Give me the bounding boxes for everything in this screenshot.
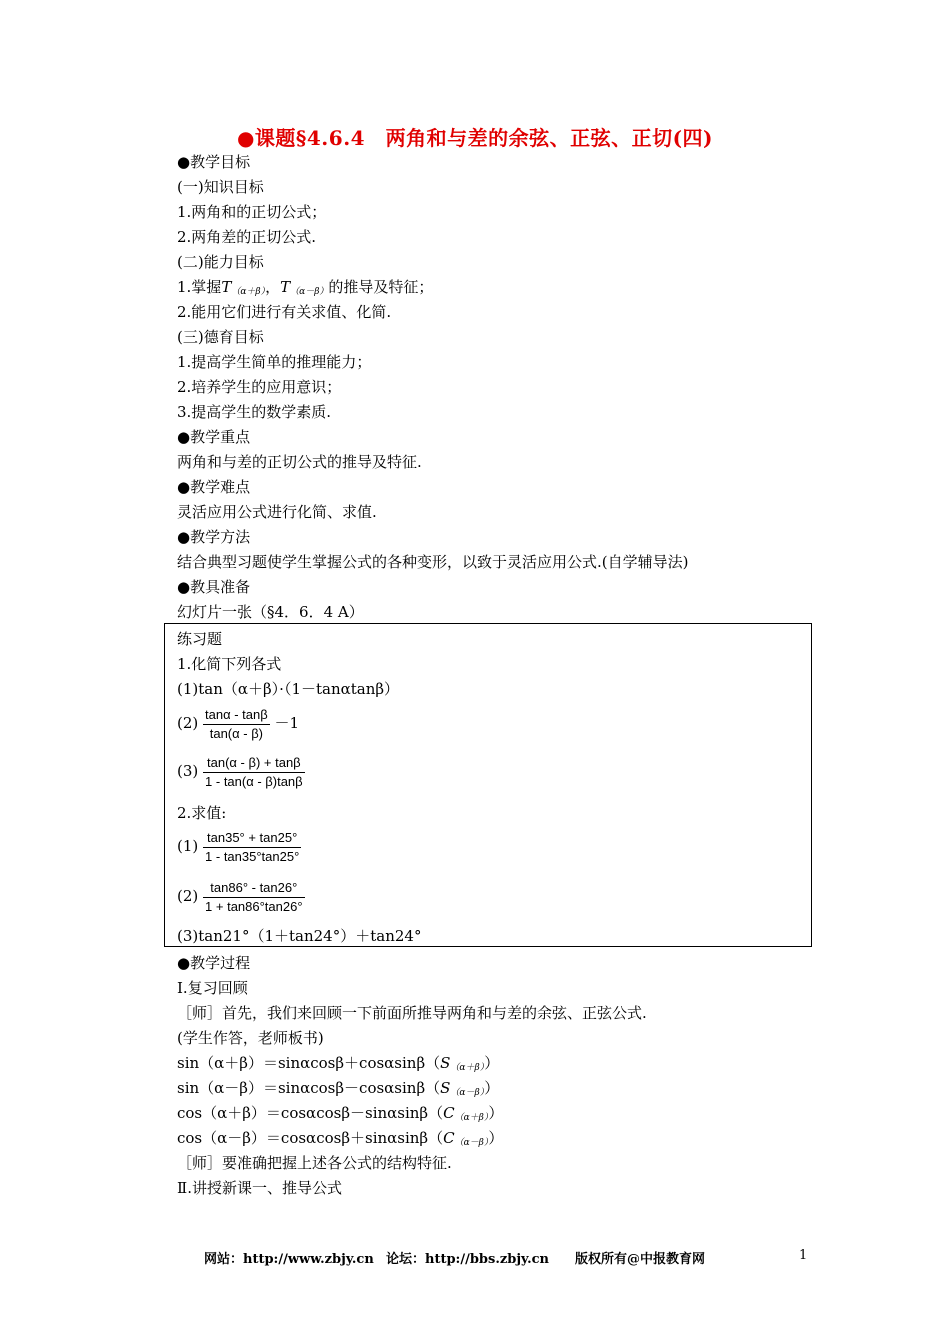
students-note: (学生作答，老师板书) [177,1029,324,1047]
ability-heading: (二)能力目标 [177,253,264,271]
knowledge-heading: (一)知识目标 [177,178,264,196]
difficulty-text: 灵活应用公式进行化简、求值. [177,503,377,521]
fraction [203,880,305,915]
fraction [203,830,301,865]
exercise-heading: 练习题 [177,630,223,648]
teacher-line-2: ［师］要准确把握上述各公式的结构特征. [177,1154,452,1172]
separator: ， [265,278,281,296]
fraction [203,755,305,790]
method-text: 结合典型习题使学生掌握公式的各种变形，以致于灵活应用公式.(自学辅导法) [177,553,689,571]
denominator: 1 - tan(α - β)tanβ [205,773,303,789]
t-symbol: T [221,278,232,296]
t-symbol: T [280,278,291,296]
knowledge-item-1: 1.两角和的正切公式； [177,203,327,221]
ability-item-1 [177,277,433,302]
formula-name: C [443,1104,455,1122]
tools-text: 幻灯片一张（§4．6．4 A） [177,603,364,621]
denominator: 1 + tan86°tan26° [205,898,303,914]
formula-cos-diff [177,1128,503,1153]
formula-body: cos（α－β）＝cosαcosβ＋sinαsinβ（ [177,1129,444,1147]
formula-close: ） [488,1129,504,1147]
moral-item-1: 1.提高学生简单的推理能力； [177,353,372,371]
difficulty-heading: ● 教学难点 [177,477,250,497]
fraction [203,707,270,742]
formula-close: ） [488,1104,504,1122]
numerator: tanα - tanβ [203,707,270,725]
ability-item-1-post: 的推导及特征； [328,278,434,296]
q1-3-label: (3) [177,762,199,780]
page-number: 1 [799,1248,808,1263]
formula-sin-sum [177,1053,499,1078]
q1-2-tail: －1 [274,714,300,732]
numerator: tan86° - tan26° [203,880,305,898]
moral-item-3: 3.提高学生的数学素质. [177,403,332,421]
t-subscript: （α＋β） [231,287,266,297]
formula-subscript: （α－β） [450,1088,485,1098]
exercise-q1-1: (1)tan（α＋β）·（1－tanαtanβ） [177,680,400,698]
footer-forum[interactable]: 论坛：http://bbs.zbjy.cn [386,1252,550,1267]
ability-item-1-pre: 1.掌握 [177,278,222,296]
exercise-q2-2 [177,876,305,916]
tools-heading: ● 教具准备 [177,577,250,597]
formula-body: sin（α＋β）＝sinαcosβ＋cosαsinβ（ [177,1054,441,1072]
formula-subscript: （α＋β） [454,1113,489,1123]
formula-close: ） [484,1054,500,1072]
denominator: 1 - tan35°tan25° [205,848,300,864]
numerator: tan35° + tan25° [203,830,301,848]
q2-2-label: (2) [177,887,199,905]
q1-2-label: (2) [177,714,199,732]
exercise-q2-3: (3)tan21°（1＋tan24°）＋tan24° [177,927,422,945]
moral-item-2: 2.培养学生的应用意识； [177,378,342,396]
objectives-heading: ● 教学目标 [177,152,250,172]
formula-close: ） [484,1079,500,1097]
t-subscript: （α－β） [290,287,329,297]
section-new-lesson: Ⅱ.讲授新课一、推导公式 [177,1179,342,1197]
ability-item-2: 2.能用它们进行有关求值、化简. [177,303,392,321]
exercise-q1: 1.化简下列各式 [177,655,282,673]
key-point-text: 两角和与差的正切公式的推导及特征. [177,453,422,471]
knowledge-item-2: 2.两角差的正切公式. [177,228,317,246]
numerator: tan(α - β) + tanβ [203,755,305,773]
formula-name: C [443,1129,455,1147]
exercise-q1-3 [177,751,305,791]
denominator: tan(α - β) [209,725,264,741]
method-heading: ● 教学方法 [177,527,250,547]
formula-cos-sum [177,1103,503,1128]
formula-body: cos（α＋β）＝cosαcosβ－sinαsinβ（ [177,1104,444,1122]
q2-1-label: (1) [177,837,199,855]
formula-name: S [440,1054,451,1072]
teacher-line-1: ［师］首先，我们来回顾一下前面所推导两角和与差的余弦、正弦公式. [177,1004,647,1022]
moral-heading: (三)德育目标 [177,328,264,346]
section-review: Ⅰ.复习回顾 [177,979,248,997]
formula-name: S [440,1079,451,1097]
formula-body: sin（α－β）＝sinαcosβ－cosαsinβ（ [177,1079,441,1097]
key-point-heading: ● 教学重点 [177,427,250,447]
footer-copyright: 版权所有@中报教育网 [575,1252,706,1267]
exercise-q2-1 [177,826,301,866]
exercise-q1-2 [177,703,299,743]
formula-subscript: （α－β） [454,1138,489,1148]
formula-subscript: （α＋β） [450,1063,485,1073]
exercise-q2: 2.求值: [177,804,227,822]
lesson-title: ●课题§4.6.4 两角和与差的余弦、正弦、正切(四) [236,126,713,150]
process-heading: ● 教学过程 [177,953,250,973]
footer-website[interactable]: 网站：http://www.zbjy.cn [204,1252,374,1267]
formula-sin-diff [177,1078,499,1103]
